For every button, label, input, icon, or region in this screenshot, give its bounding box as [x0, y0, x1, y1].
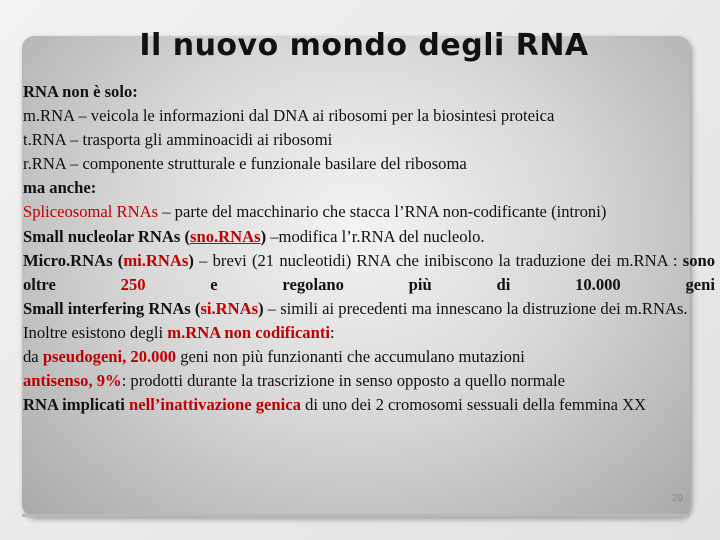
panel-bottom-bar [22, 514, 690, 517]
microrna-count: 250 [120, 274, 146, 294]
microrna-term: Micro.RNAs ( [23, 250, 124, 270]
snorna-desc: –modifica l’r.RNA del nucleolo. [270, 226, 485, 246]
line-rrna [23, 152, 715, 176]
pseudogenes-pre: da [23, 347, 43, 367]
sirna-abbr: si.RNAs [200, 298, 259, 318]
noncoding-pre: Inoltre esistono degli [23, 322, 168, 342]
inactivation-pre: RNA implicati [23, 395, 130, 415]
antisense-desc: : prodotti durante la trascrizione in senso opposto a quello normale [121, 371, 565, 391]
noncoding-term: m.RNA non codificanti [167, 322, 330, 342]
line-sirna [23, 297, 715, 321]
snorna-abbr: sno.RNAs [190, 226, 261, 246]
pseudogenes-term: pseudogeni, 20.000 [42, 347, 177, 367]
microrna-count-post: e regolano più di 10.000 geni [145, 274, 715, 294]
slide-body [23, 80, 715, 417]
line-spliceosomal [23, 200, 715, 224]
line-mrna [23, 104, 715, 128]
sirna-close: ) [258, 298, 264, 318]
slide-number: 29 [672, 493, 684, 504]
microrna-close: ) [188, 250, 194, 270]
line-inactivation [23, 393, 715, 417]
sirna-desc: – simili ai precedenti ma innescano la distruzione dei m.RNAs. [263, 298, 688, 318]
inactivation-term: nell’inattivazione genica [129, 395, 301, 415]
line-intro: RNA non è solo: [23, 82, 138, 101]
line-microrna [23, 249, 715, 297]
line-ma-anche: ma anche: [23, 178, 97, 198]
microrna-desc: – brevi (21 nucleotidi) RNA che inibiscono la traduzione dei m.RNA : [193, 250, 683, 270]
spliceosomal-term: Spliceosomal RNAs [23, 202, 159, 222]
pseudogenes-desc: geni non più funzionanti che accumulano mutazioni [176, 347, 525, 367]
snorna-close: ) [260, 226, 271, 246]
line-mrna-text: m.RNA – veicola le informazioni dal DNA ai ribosomi per la biosintesi proteica [23, 106, 555, 126]
inactivation-desc: di uno dei 2 cromosomi sessuali della femmina XX [300, 395, 647, 415]
snorna-term: Small nucleolar RNAs ( [23, 226, 191, 246]
microrna-count-pre: sono oltre [23, 250, 716, 294]
line-rrna-text: r.RNA – componente strutturale e funzionale basilare del ribosoma [23, 154, 467, 174]
line-noncoding [23, 321, 715, 345]
line-antisense [23, 369, 715, 393]
microrna-abbr: mi.RNAs [123, 250, 189, 270]
line-trna-text: t.RNA – trasporta gli amminoacidi ai ribosomi [23, 130, 333, 150]
noncoding-colon: : [329, 322, 335, 342]
spliceosomal-desc: – parte del macchinario che stacca l’RNA non-codificante (introni) [158, 202, 607, 222]
line-snorna [23, 225, 715, 249]
slide-title: Il nuovo mondo degli RNA [139, 28, 589, 63]
line-pseudogenes [23, 345, 715, 369]
line-trna [23, 128, 715, 152]
sirna-term: Small interfering RNAs ( [23, 298, 201, 318]
antisense-term: antisenso, 9% [23, 371, 122, 391]
